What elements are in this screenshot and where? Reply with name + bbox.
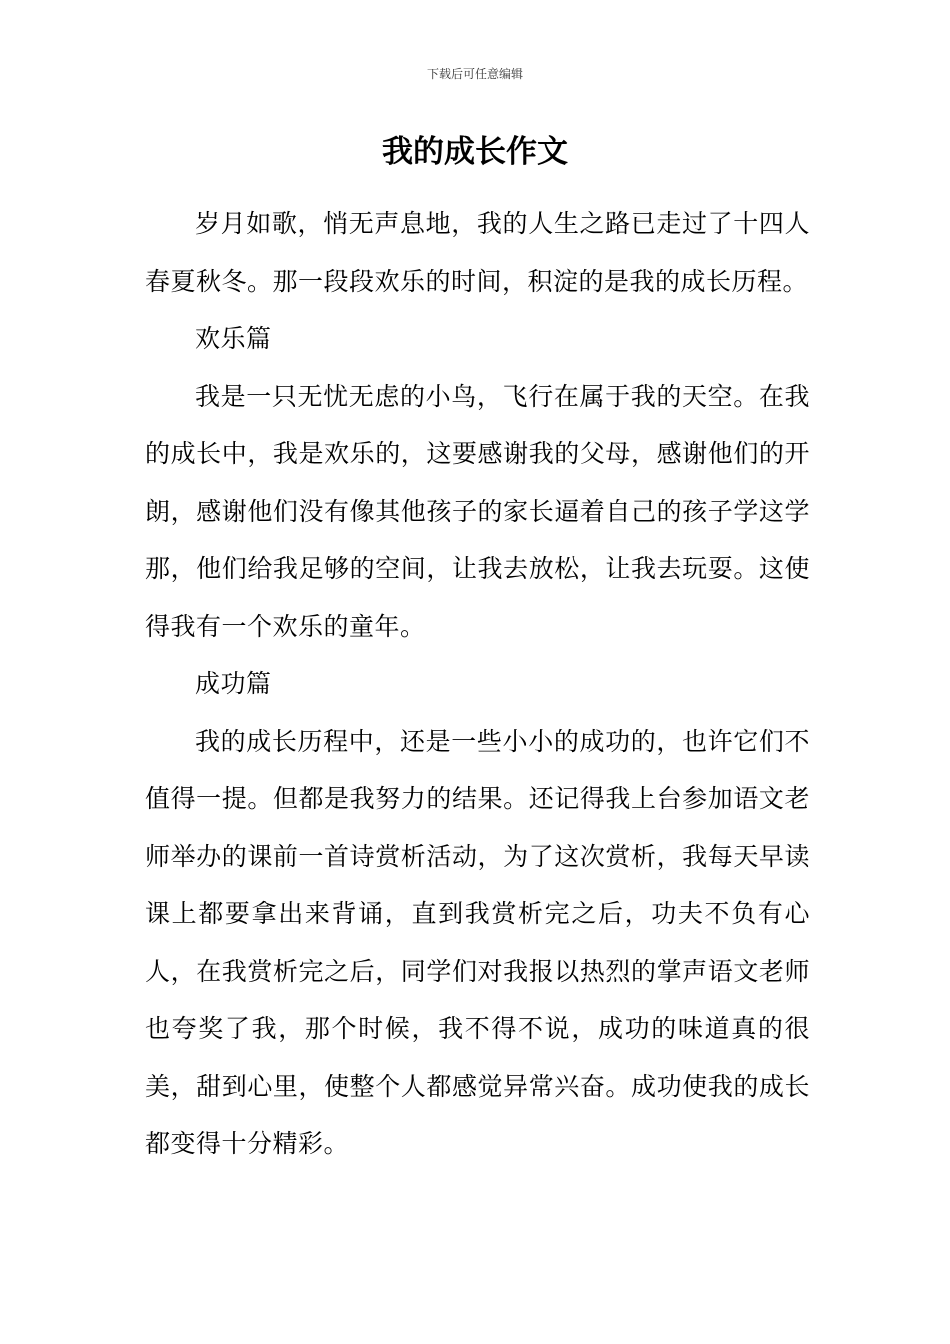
paragraph-intro: 岁月如歌，悄无声息地，我的人生之路已走过了十四人春夏秋冬。那一段段欢乐的时间，积淀的是我的成长历程。 [145, 209, 810, 296]
paragraph-joy: 我是一只无忧无虑的小鸟，飞行在属于我的天空。在我的成长中，我是欢乐的，这要感谢我的父母，感谢他们的开朗，感谢他们没有像其他孩子的家长逼着自己的孩子学这学那，他们给我足够的空间，让我去放松，让我去玩耍。这使得我有一个欢乐的童年。 [145, 381, 810, 641]
essay-body [145, 195, 810, 1173]
section-heading-joy: 欢乐篇 [195, 324, 272, 353]
section-heading-success: 成功篇 [195, 669, 272, 698]
header-note: 下载后可任意编辑 [426, 67, 523, 81]
paragraph-success: 我的成长历程中，还是一些小小的成功的，也许它们不值得一提。但都是我努力的结果。还记得我上台参加语文老师举办的课前一首诗赏析活动，为了这次赏析，我每天早读课上都要拿出来背诵，直到我赏析完之后，功夫不负有心人，在我赏析完之后，同学们对我报以热烈的掌声语文老师也夸奖了我，那个时候，我不得不说，成功的味道真的很美，甜到心里，使整个人都感觉异常兴奋。成功使我的成长都变得十分精彩。 [145, 726, 810, 1158]
document-title: 我的成长作文 [382, 134, 568, 170]
